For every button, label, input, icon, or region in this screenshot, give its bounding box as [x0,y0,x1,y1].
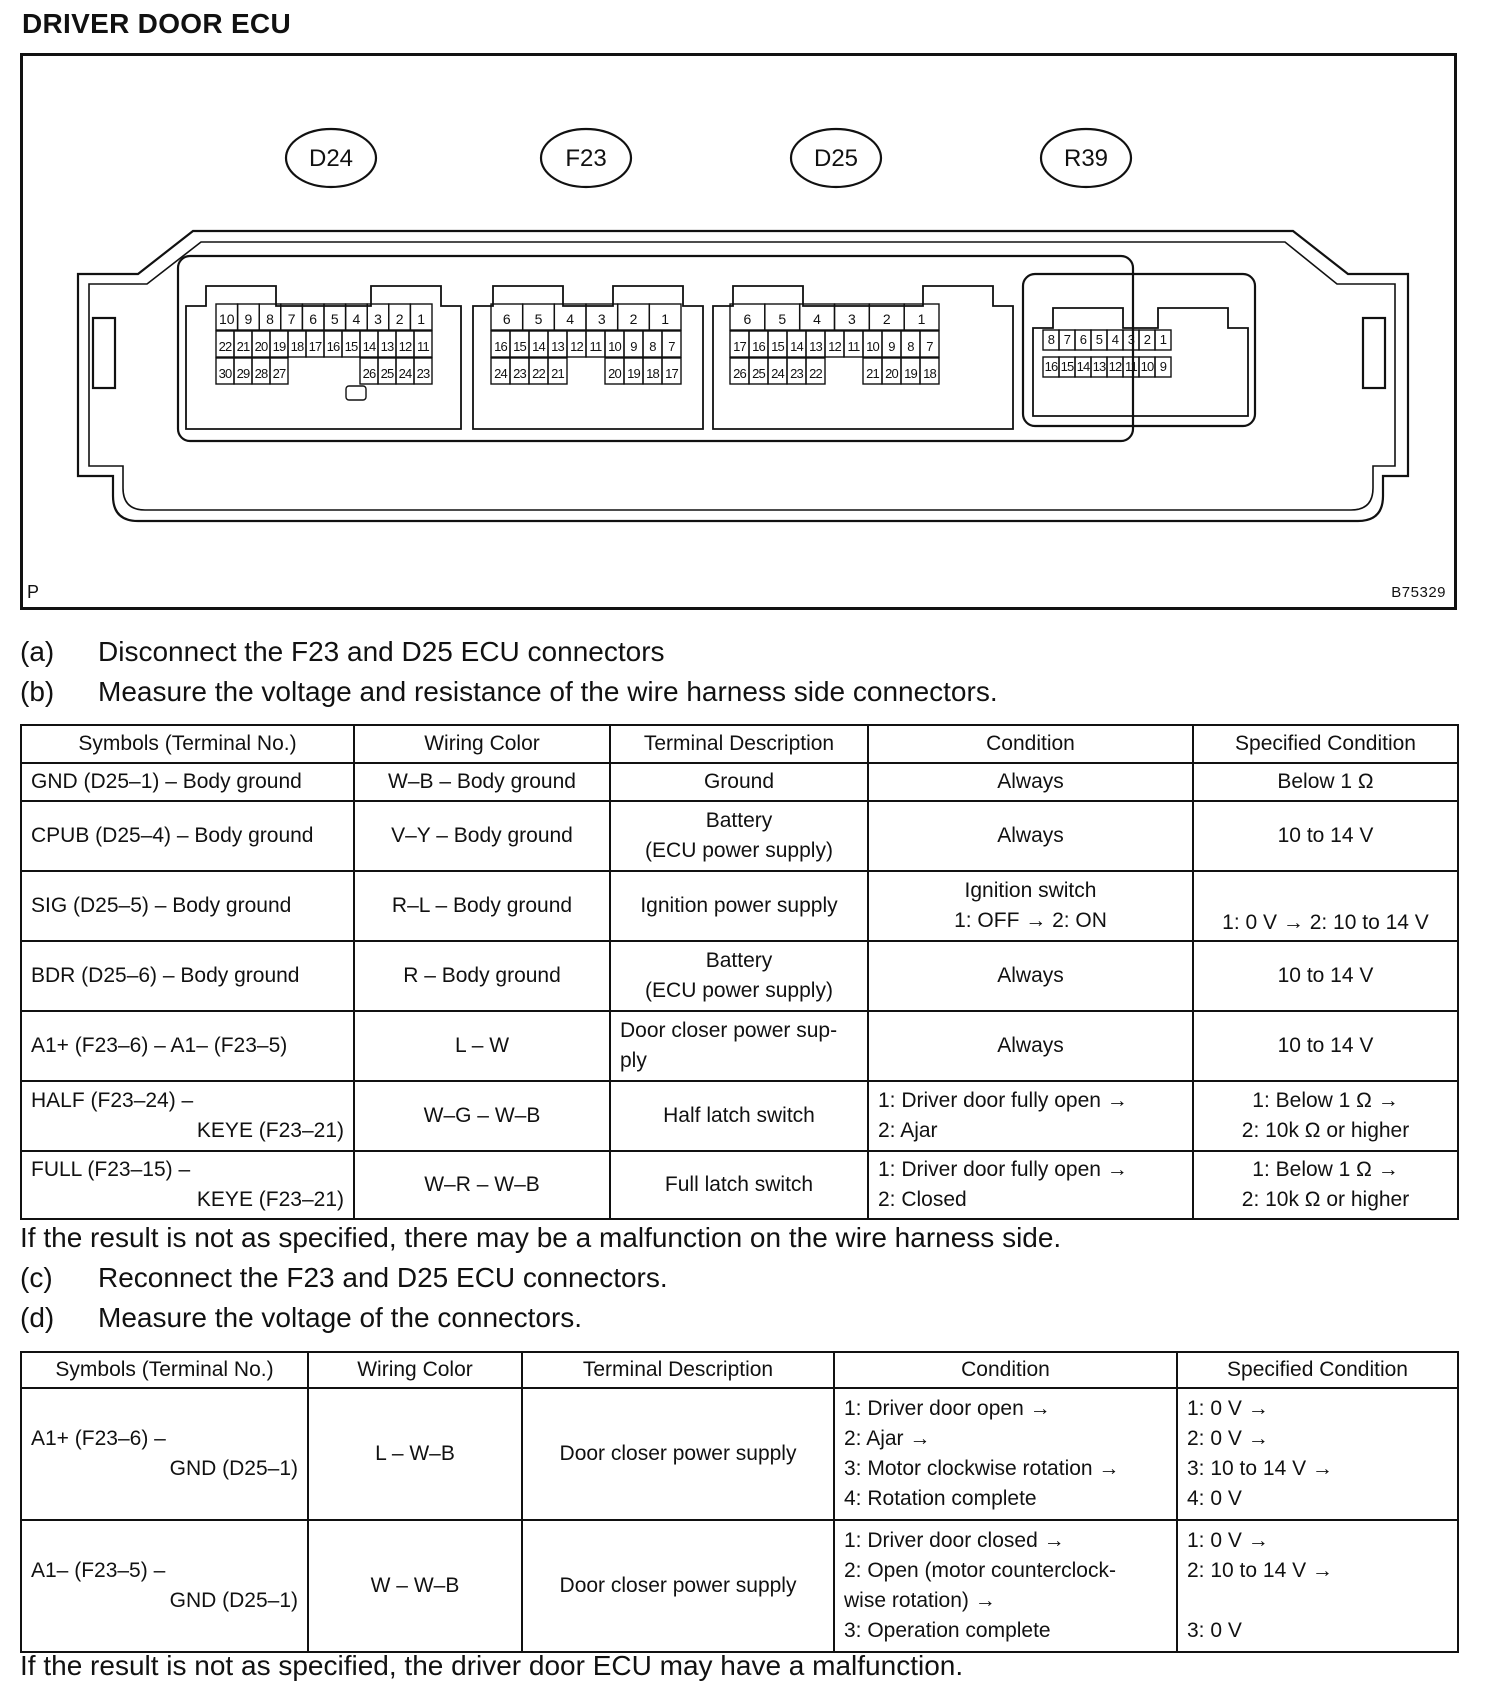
t1-specified: 10 to 14 V [1193,941,1458,1011]
pin-number: 4 [1111,332,1119,347]
t1-header-specified: Specified Condition [1193,725,1458,763]
pin-number: 12 [398,339,412,354]
pin-number: 10 [866,339,879,354]
right-latch [1363,318,1385,388]
t2-description: Door closer power supply [522,1520,834,1652]
pin-number: 4 [813,311,821,327]
pin-number: 4 [352,311,361,327]
pin-number: 25 [380,366,394,381]
pin-number: 15 [1060,359,1074,374]
pin-number: 20 [254,339,268,354]
pin-number: 2 [395,311,404,327]
pin-number: 30 [218,366,232,381]
pin-number: 7 [287,311,296,327]
pin-number: 1 [917,311,926,327]
pin-number: 12 [570,339,583,354]
pin-number: 1 [417,311,426,327]
pin-number: 27 [272,366,286,381]
pin-number: 19 [627,366,640,381]
t1-header-wiring: Wiring Color [354,725,610,763]
pin-number: 19 [904,366,917,381]
t1-condition: Ignition switch 1: OFF → 2: ON [868,871,1193,941]
harness-check-table [20,724,1459,1220]
t1-condition: 1: Driver door fully open → 2: Ajar [868,1081,1193,1151]
t1-symbol: CPUB (D25–4) – Body ground [21,801,354,871]
t1-symbol: A1+ (F23–6) – A1– (F23–5) [21,1011,354,1081]
t1-wiring: W–B – Body ground [354,763,610,801]
pin-number: 1 [1159,332,1167,347]
t1-specified: 10 to 14 V [1193,1011,1458,1081]
pin-number: 11 [589,339,602,354]
pin-number: 20 [885,366,898,381]
t2-symbol: A1+ (F23–6) – GND (D25–1) [21,1388,308,1520]
t1-wiring: L – W [354,1011,610,1081]
pin-number: 8 [907,339,914,354]
pin-number: 5 [534,311,543,327]
pin-number: 25 [752,366,765,381]
pin-number: 9 [888,339,895,354]
table-row [21,1151,1458,1219]
connector-diagram [20,53,1457,610]
page-title: DRIVER DOOR ECU [22,8,291,39]
pin-number: 8 [266,311,274,327]
step-c-label: (c) [20,1262,53,1293]
figure-corner-label: P [27,582,40,602]
pin-number: 16 [752,339,765,354]
pin-number: 26 [362,366,376,381]
pin-number: 15 [771,339,784,354]
pin-number: 13 [551,339,564,354]
t1-specified: Below 1 Ω [1193,763,1458,801]
t2-header-condition: Condition [834,1352,1177,1388]
pin-number: 14 [1076,359,1090,374]
t2-wiring: W – W–B [308,1520,522,1652]
t2-specified: 1: 0 V → 2: 0 V → 3: 10 to 14 V → 4: 0 V [1177,1388,1458,1520]
pin-number: 23 [790,366,803,381]
table-row [21,763,1458,801]
pin-number: 18 [923,366,936,381]
pin-number: 9 [630,339,637,354]
pin-number: 17 [733,339,746,354]
step-c [20,1262,668,1294]
t1-wiring: R – Body ground [354,941,610,1011]
t1-wiring: W–G – W–B [354,1081,610,1151]
pin-number: 21 [236,339,250,354]
t1-symbol: FULL (F23–15) – KEYE (F23–21) [21,1151,354,1219]
t2-description: Door closer power supply [522,1388,834,1520]
t1-description: Ground [610,763,868,801]
pin-number: 17 [308,339,322,354]
step-a [20,636,665,668]
pin-number: 14 [790,339,803,354]
pin-number: 13 [1092,359,1106,374]
pin-number: 17 [665,366,678,381]
pin-number: 11 [847,339,860,354]
connector-label-f23: F23 [565,145,607,172]
pin-number: 10 [219,311,235,327]
t1-symbol: BDR (D25–6) – Body ground [21,941,354,1011]
step-b [20,676,998,708]
t1-specified: 10 to 14 V [1193,801,1458,871]
pin-number: 10 [608,339,621,354]
pin-number: 6 [743,311,752,327]
connector-label-d24: D24 [308,145,354,172]
pin-number: 13 [380,339,394,354]
pin-number: 2 [1143,332,1151,347]
pin-number: 22 [809,366,822,381]
pin-number: 18 [290,339,304,354]
pin-number: 29 [236,366,250,381]
pin-number: 12 [1108,359,1122,374]
t1-specified: 1: Below 1 Ω → 2: 10k Ω or higher [1193,1081,1458,1151]
table-row [21,1520,1458,1652]
connector-voltage-table [20,1351,1459,1653]
pin-number: 18 [646,366,659,381]
note-ecu-malfunction: If the result is not as specified, the driver door ECU may have a malfunction. [20,1650,964,1681]
pin-number: 16 [494,339,507,354]
pin-number: 15 [344,339,358,354]
pin-number: 3 [374,311,382,327]
t1-specified: 1: 0 V → 2: 10 to 14 V [1193,871,1458,941]
pin-number: 23 [416,366,430,381]
pin-number: 5 [330,311,339,327]
pin-number: 12 [828,339,841,354]
t1-description: Door closer power sup- ply [610,1011,868,1081]
t1-header-condition: Condition [868,725,1193,763]
pin-number: 3 [848,311,856,327]
pin-number: 11 [1125,359,1137,374]
t1-header-description: Terminal Description [610,725,868,763]
pin-number: 26 [733,366,746,381]
pin-number: 1 [661,311,670,327]
pin-number: 22 [532,366,545,381]
connector-label-d25: D25 [813,145,859,172]
t2-header-specified: Specified Condition [1177,1352,1458,1388]
pin-number: 24 [398,366,412,381]
pin-number: 8 [649,339,656,354]
pin-number: 13 [809,339,822,354]
step-d [20,1302,582,1334]
pin-number: 20 [608,366,621,381]
pin-number: 2 [882,311,891,327]
pin-number: 8 [1047,332,1055,347]
pin-number: 22 [218,339,232,354]
t2-symbol: A1– (F23–5) – GND (D25–1) [21,1520,308,1652]
pin-number: 16 [326,339,340,354]
t1-wiring: R–L – Body ground [354,871,610,941]
left-latch [93,318,115,388]
pin-number: 3 [597,311,606,327]
pin-number: 14 [362,339,376,354]
table-row [21,941,1458,1011]
t1-header-symbols: Symbols (Terminal No.) [21,725,354,763]
pin-number: 5 [778,311,787,327]
t2-header-description: Terminal Description [522,1352,834,1388]
t1-condition: Always [868,1011,1193,1081]
step-c-text: Reconnect the F23 and D25 ECU connectors. [98,1262,668,1293]
t2-specified: 1: 0 V → 2: 10 to 14 V → 3: 0 V [1177,1520,1458,1652]
t1-description: Battery (ECU power supply) [610,801,868,871]
t1-description: Ignition power supply [610,871,868,941]
pin-number: 9 [1159,359,1167,374]
pin-number: 21 [866,366,879,381]
table-row [21,1388,1458,1520]
pin-number: 24 [771,366,784,381]
step-d-label: (d) [20,1302,55,1333]
pin-number: 7 [668,339,675,354]
t1-condition: Always [868,941,1193,1011]
pin-number: 21 [551,366,564,381]
ecu-connector-drawing [23,56,1454,607]
t2-condition: 1: Driver door open → 2: Ajar → 3: Motor clockwise rotation → 4: Rotation complete [834,1388,1177,1520]
pin-number: 14 [532,339,545,354]
t1-specified: 1: Below 1 Ω → 2: 10k Ω or higher [1193,1151,1458,1219]
table-row [21,1081,1458,1151]
t1-description: Battery (ECU power supply) [610,941,868,1011]
pin-number: 15 [513,339,526,354]
t1-condition: 1: Driver door fully open → 2: Closed [868,1151,1193,1219]
t1-symbol: GND (D25–1) – Body ground [21,763,354,801]
t2-header-symbols: Symbols (Terminal No.) [21,1352,308,1388]
step-a-text: Disconnect the F23 and D25 ECU connectors [98,636,665,667]
pin-number: 4 [566,311,575,327]
connector-label-r39: R39 [1063,145,1109,172]
table-row [21,1011,1458,1081]
step-b-text: Measure the voltage and resistance of the wire harness side connectors. [98,676,998,707]
pin-number: 10 [1140,359,1154,374]
figure-code: B75329 [1391,584,1446,601]
t2-header-wiring: Wiring Color [308,1352,522,1388]
pin-number: 6 [1079,332,1087,347]
pin-number: 11 [417,339,429,354]
pin-number: 24 [494,366,507,381]
connector-key-notch [346,386,366,400]
t1-condition: Always [868,763,1193,801]
t1-wiring: V–Y – Body ground [354,801,610,871]
t1-symbol: HALF (F23–24) – KEYE (F23–21) [21,1081,354,1151]
t2-wiring: L – W–B [308,1388,522,1520]
pin-number: 28 [254,366,268,381]
pin-number: 5 [1095,332,1103,347]
t1-description: Full latch switch [610,1151,868,1219]
pin-number: 6 [502,311,511,327]
pin-number: 23 [513,366,526,381]
pin-number: 9 [244,311,253,327]
t1-symbol: SIG (D25–5) – Body ground [21,871,354,941]
note-wire-harness: If the result is not as specified, there may be a malfunction on the wire harness side. [20,1222,1062,1253]
pin-number: 3 [1127,332,1135,347]
table-row [21,801,1458,871]
pin-number: 16 [1044,359,1058,374]
step-d-text: Measure the voltage of the connectors. [98,1302,583,1333]
pin-number: 7 [926,339,933,354]
table-row [21,871,1458,941]
t1-condition: Always [868,801,1193,871]
pin-number: 2 [629,311,638,327]
t1-wiring: W–R – W–B [354,1151,610,1219]
step-b-label: (b) [20,676,55,707]
t1-description: Half latch switch [610,1081,868,1151]
pin-number: 7 [1063,332,1071,347]
pin-number: 19 [272,339,286,354]
step-a-label: (a) [20,636,55,667]
t2-condition: 1: Driver door closed → 2: Open (motor counterclock- wise rotation) → 3: Operation complete [834,1520,1177,1652]
pin-number: 6 [309,311,318,327]
